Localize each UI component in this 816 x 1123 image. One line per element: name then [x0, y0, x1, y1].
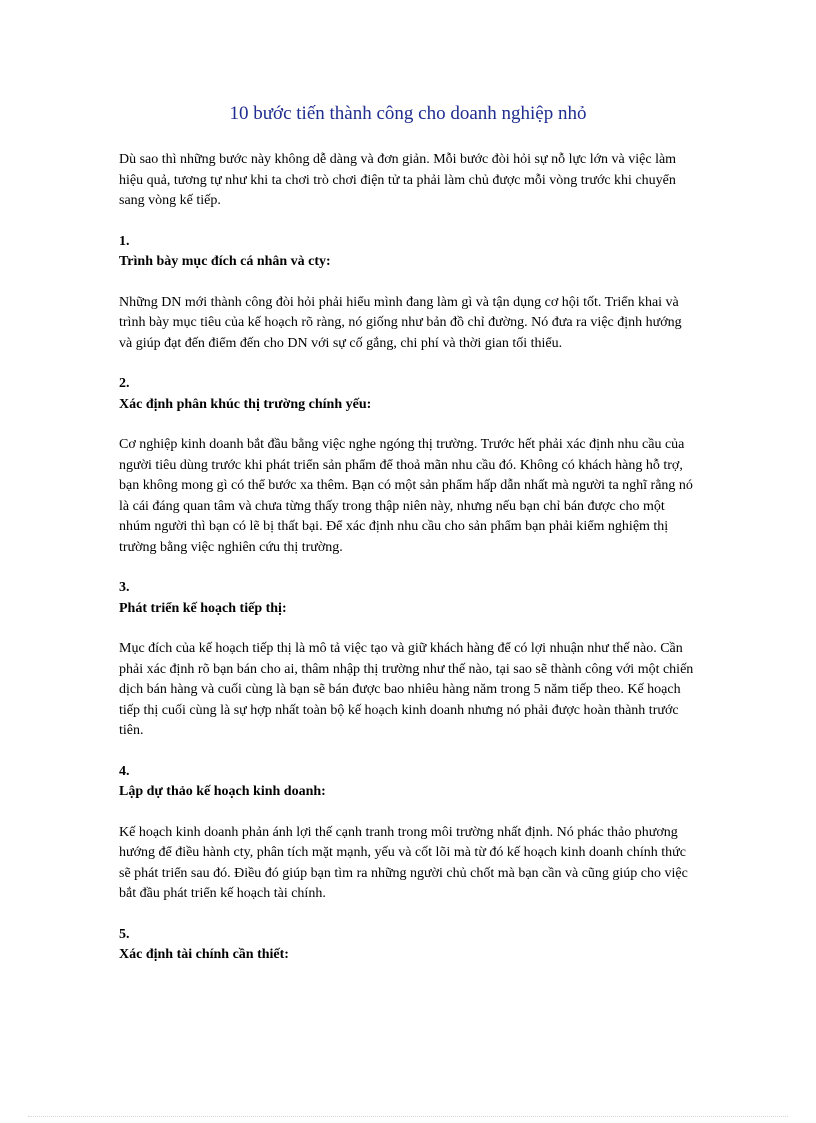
section-body: Những DN mới thành công đòi hỏi phải hiểu mình đang làm gì và tận dụng cơ hội tốt. Triển khai và trình bày mục tiêu của kế hoạch rõ ràng, nó giống như bản đồ chỉ đường. Nó đưa ra việc định hướng và giúp đạt đến điểm đến cho DN với sự cố gắng, chi phí và thời gian tối thiểu. [119, 294, 682, 351]
section-5 [119, 925, 694, 966]
section-4 [119, 762, 694, 905]
section-heading: Lập dự thảo kế hoạch kinh doanh: [119, 784, 326, 799]
section-body: Kế hoạch kinh doanh phản ánh lợi thế cạnh tranh trong môi trường nhất định. Nó phác thảo phương hướng để điều hành cty, phân tích mặt mạnh, yếu và cốt lõi mà từ đó kế hoạch kinh doanh chính thức sẽ phát triển sau đó. Điều đó giúp bạn tìm ra những người chủ chốt mà bạn cần và cũng giúp cho việc bắt đầu phát triển kế hoạch tài chính. [119, 824, 688, 901]
document-title: 10 bước tiến thành công cho doanh nghiệp nhỏ [229, 103, 587, 124]
section-number: 5. [119, 926, 130, 942]
section-3 [119, 578, 694, 742]
section-number: 4. [119, 763, 130, 779]
section-heading: Xác định phân khúc thị trường chính yếu: [119, 396, 372, 412]
section-body: Mục đích của kế hoạch tiếp thị là mô tả việc tạo và giữ khách hàng để có lợi nhuận như thế nào. Cần phải xác định rõ bạn bán cho ai, thâm nhập thị trường như thế nào, tại sao sẽ thành công với một chiến dịch bán hàng và cuối cùng là bạn sẽ bán được bao nhiêu hàng năm trong 5 năm tiếp theo. Kế hoạch tiếp thị cuối cùng là sự hợp nhất toàn bộ kế hoạch kinh doanh nhưng nó phải được hoàn thành trước tiên. [119, 641, 694, 738]
section-1 [119, 232, 694, 355]
section-number: 2. [119, 376, 130, 391]
section-number: 3. [119, 580, 130, 595]
section-2 [119, 374, 694, 558]
section-heading: Phát triển kế hoạch tiếp thị: [119, 600, 287, 616]
intro-paragraph: Dù sao thì những bước này không dễ dàng và đơn giản. Mỗi bước đòi hỏi sự nỗ lực lớn và việc làm hiệu quả, tương tự như khi ta chơi trò chơi điện tử ta phải làm chủ được mỗi vòng trước khi chuyển sang vòng kế tiếp. [119, 152, 677, 208]
section-body: Cơ nghiệp kinh doanh bắt đầu bằng việc nghe ngóng thị trường. Trước hết phải xác định nhu cầu của người tiêu dùng trước khi phát triển sản phẩm để thoả mãn nhu cầu đó. Không có khách hàng hỗ trợ, bạn không mong gì có thể bước xa thêm. Bạn có một sản phẩm hấp dẫn nhất mà người ta nghĩ rằng nó là cái đáng quan tâm và chưa từng thấy trong thập niên này, nhưng nếu bạn chỉ bán được cho một nhúm người thì bạn có lẽ bị thất bại. Để xác định nhu cầu cho sản phẩm bạn phải kiểm nghiệm thị trường bằng việc nghiên cứu thị trường. [119, 437, 693, 555]
section-heading: Trình bày mục đích cá nhân và cty: [119, 254, 331, 269]
page-bottom-rule [28, 1116, 788, 1117]
section-heading: Xác định tài chính cần thiết: [119, 947, 289, 962]
document-body [119, 150, 694, 986]
section-number: 1. [119, 233, 130, 249]
